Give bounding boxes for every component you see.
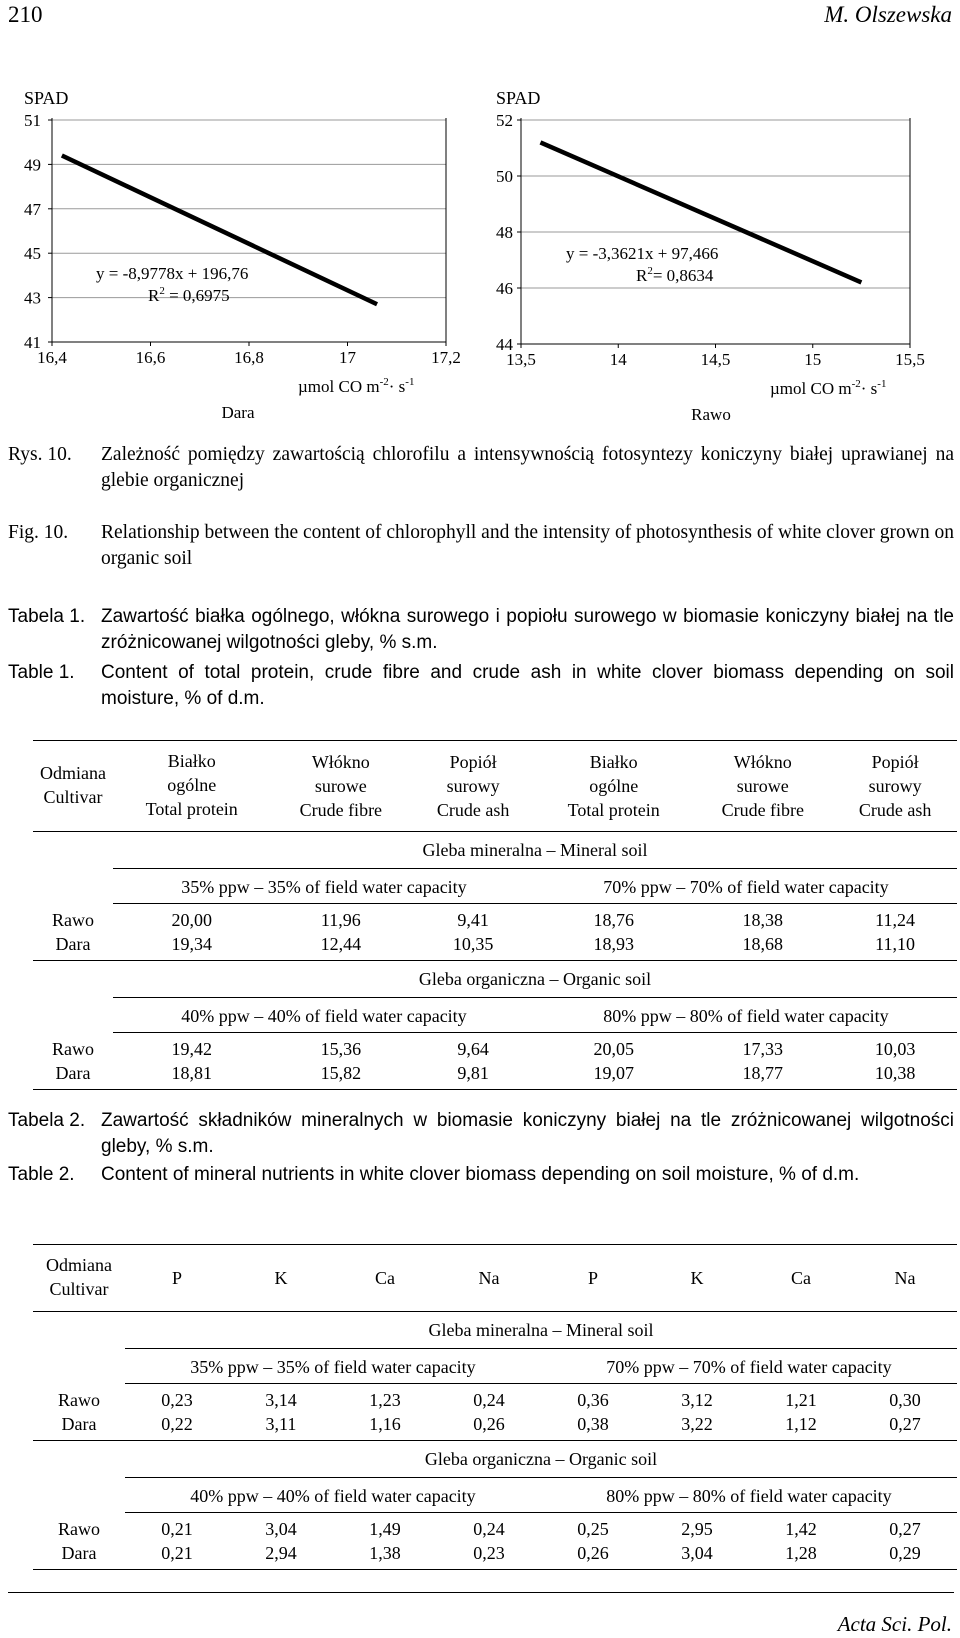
table2-organic-rows	[33, 1513, 957, 1570]
value-cell: 2,95	[681, 1519, 713, 1539]
table2-col-k: K	[274, 1268, 288, 1288]
value-cell: 11,96	[320, 910, 361, 930]
value-cell: 20,00	[171, 910, 212, 930]
x-tick-label: 15	[804, 350, 822, 369]
table1-header-row	[33, 741, 957, 832]
table1-mineral-soil: Gleba mineralna – Mineral soil	[113, 832, 957, 869]
table2-col-k-2: K	[690, 1268, 704, 1288]
table1-organic-left: 40% ppw – 40% of field water capacity	[113, 998, 535, 1033]
x-tick-label: 16,6	[135, 348, 166, 367]
value-cell: 18,38	[742, 910, 784, 930]
value-cell: 10,35	[452, 934, 494, 954]
table-row	[33, 1033, 957, 1062]
y-tick-label: 49	[24, 155, 41, 175]
value-cell: 1,12	[785, 1414, 817, 1434]
table2-label-pl: Tabela 2.	[8, 1110, 86, 1131]
value-cell: 15,82	[320, 1063, 362, 1083]
table1-col-crude-ash: Popiół surowy Crude ash	[436, 752, 510, 820]
table1-mineral-rows	[33, 904, 957, 961]
table2-mineral-left: 35% ppw – 35% of field water capacity	[125, 1349, 541, 1384]
chart-rawo	[478, 82, 956, 432]
y-tick-label: 43	[24, 288, 41, 308]
table2-label-en: Table 2.	[8, 1164, 75, 1185]
value-cell: 18,76	[593, 910, 634, 930]
table-row	[33, 904, 957, 933]
y-tick-label: 47	[24, 199, 41, 219]
table-row	[33, 1061, 957, 1090]
value-cell: 19,07	[593, 1063, 634, 1083]
value-cell: 1,38	[369, 1543, 401, 1563]
value-cell: 3,11	[265, 1414, 297, 1434]
x-tick-label: 15,5	[895, 350, 925, 369]
value-cell: 0,38	[577, 1414, 609, 1434]
table2-col-ca-2: Ca	[790, 1268, 811, 1288]
table1-organic-rows	[33, 1033, 957, 1090]
value-cell: 3,14	[265, 1390, 297, 1410]
journal-name: Acta Sci. Pol.	[837, 1612, 952, 1636]
cultivar-cell: Dara	[55, 934, 91, 954]
value-cell: 19,42	[171, 1039, 212, 1059]
table2-col-na: Na	[478, 1268, 500, 1288]
table-row	[33, 932, 957, 961]
cultivar-cell: Rawo	[58, 1518, 100, 1539]
value-cell: 0,24	[473, 1390, 505, 1410]
value-cell: 0,23	[161, 1390, 193, 1410]
x-tick-label: 17	[339, 348, 356, 367]
y-tick-label: 52	[496, 111, 513, 130]
table1-label-pl: Tabela 1.	[8, 606, 86, 627]
value-cell: 3,22	[681, 1414, 713, 1434]
table1-grid	[33, 740, 957, 1090]
value-cell: 1,23	[369, 1390, 401, 1410]
table2-col-na-2: Na	[894, 1268, 916, 1288]
value-cell: 1,42	[785, 1519, 817, 1539]
x-tick-label: 16,4	[37, 348, 67, 367]
equation-label: y = -8,9778x + 196,76	[96, 264, 249, 283]
value-cell: 0,27	[889, 1414, 921, 1434]
table1-col-crude-ash-2: Popiół surowy Crude ash	[858, 752, 932, 820]
x-axis-label: Rawo	[691, 405, 731, 424]
y-tick-label: 51	[24, 111, 41, 130]
value-cell: 0,27	[889, 1519, 921, 1539]
table2-organic-left: 40% ppw – 40% of field water capacity	[125, 1478, 541, 1513]
value-cell: 9,64	[457, 1039, 489, 1059]
table2-col-p-2: P	[587, 1268, 598, 1288]
value-cell: 10,38	[874, 1063, 916, 1083]
cultivar-cell: Rawo	[52, 1038, 94, 1059]
figure-caption-pl	[8, 442, 954, 494]
table2-cultivar-header: Odmiana Cultivar	[46, 1255, 112, 1299]
table2-organic-right: 80% ppw – 80% of field water capacity	[541, 1478, 957, 1513]
table-row	[33, 1513, 957, 1542]
value-cell: 3,04	[681, 1543, 713, 1563]
table2-mineral-right: 70% ppw – 70% of field water capacity	[541, 1349, 957, 1384]
cultivar-cell: Rawo	[58, 1389, 100, 1410]
table-row	[33, 1541, 957, 1570]
y-tick-label: 46	[496, 279, 513, 298]
running-author: M. Olszewska	[824, 2, 952, 27]
value-cell: 0,21	[161, 1519, 193, 1539]
table1-col-total-protein: Białko ogólne Total protein	[145, 751, 238, 819]
value-cell: 1,49	[369, 1519, 401, 1539]
x-tick-label: 16,8	[234, 348, 264, 367]
page-number: 210	[8, 2, 43, 27]
table2-col-ca: Ca	[374, 1268, 395, 1288]
value-cell: 18,81	[171, 1063, 212, 1083]
value-cell: 18,68	[742, 934, 784, 954]
table2-caption-en	[8, 1162, 954, 1188]
y-tick-label: 44	[496, 335, 513, 354]
value-cell: 11,24	[875, 910, 916, 930]
figure-caption-en	[8, 520, 954, 572]
value-cell: 0,23	[473, 1543, 505, 1563]
table-row	[33, 1384, 957, 1413]
value-cell: 3,12	[681, 1390, 713, 1410]
table2	[33, 1244, 957, 1570]
y-axis-label: SPAD	[496, 88, 541, 108]
x-tick-label: 14	[609, 350, 627, 369]
value-cell: 1,21	[785, 1390, 817, 1410]
y-axis-label: SPAD	[24, 88, 69, 108]
table2-col-p: P	[171, 1268, 182, 1288]
equation-label: y = -3,3621x + 97,466	[566, 244, 719, 263]
table2-text-pl: Zawartość składników mineralnych w biomasie koniczyny białej na tle zróżnicowanej wilgotności gleby, % s.m.	[101, 1110, 954, 1157]
value-cell: 0,22	[161, 1414, 193, 1434]
cultivar-cell: Dara	[55, 1063, 91, 1083]
value-cell: 0,29	[889, 1543, 921, 1563]
value-cell: 0,21	[161, 1543, 193, 1563]
table2-mineral-soil: Gleba mineralna – Mineral soil	[125, 1312, 957, 1349]
value-cell: 1,28	[785, 1543, 817, 1563]
table1-organic-right: 80% ppw – 80% of field water capacity	[535, 998, 957, 1033]
value-cell: 0,26	[473, 1414, 505, 1434]
value-cell: 0,30	[889, 1390, 921, 1410]
value-cell: 20,05	[593, 1039, 634, 1059]
table1-text-pl: Zawartość białka ogólnego, włókna surowego i popiołu surowego w biomasie koniczyny białej na tle zróżnicowanej wilgotności gleby, % s.m.	[101, 606, 954, 653]
cultivar-cell: Dara	[61, 1414, 97, 1434]
value-cell: 18,93	[593, 934, 634, 954]
table2-grid	[33, 1244, 957, 1570]
footer-rule	[8, 1592, 954, 1593]
value-cell: 0,25	[577, 1519, 609, 1539]
table-row	[33, 1412, 957, 1441]
cultivar-cell: Dara	[61, 1543, 97, 1563]
value-cell: 2,94	[265, 1543, 297, 1563]
value-cell: 17,33	[742, 1039, 784, 1059]
table2-header-row	[33, 1245, 957, 1312]
value-cell: 15,36	[320, 1039, 362, 1059]
table1-col-crude-fibre: Włókno surowe Crude fibre	[299, 752, 383, 820]
value-cell: 0,26	[577, 1543, 609, 1563]
figure-text-pl: Zależność pomiędzy zawartością chlorofilu a intensywnością fotosyntezy koniczyny białej uprawianej na glebie organicznej	[101, 444, 954, 491]
y-tick-label: 50	[496, 167, 513, 186]
table1-organic-soil: Gleba organiczna – Organic soil	[113, 961, 957, 998]
table1-caption-en	[8, 660, 954, 712]
table1	[33, 740, 957, 1090]
x-unit-label: µmol CO $m^{-2}\cdot s^{-1}$	[298, 376, 415, 396]
x-unit-label: µmol CO $m^{-2}\cdot s^{-1}$	[770, 378, 887, 398]
table2-caption-pl	[8, 1108, 954, 1160]
table2-organic-soil: Gleba organiczna – Organic soil	[125, 1441, 957, 1478]
table1-label-en: Table 1.	[8, 662, 75, 683]
value-cell: 3,04	[265, 1519, 297, 1539]
y-tick-label: 41	[24, 333, 41, 352]
value-cell: 11,10	[875, 934, 916, 954]
value-cell: 18,77	[742, 1063, 784, 1083]
table1-caption-pl	[8, 604, 954, 656]
table2-mineral-rows	[33, 1384, 957, 1441]
figure-label-en: Fig. 10.	[8, 522, 69, 543]
x-tick-label: 13,5	[506, 350, 536, 369]
r-squared-label: $R^2= 0,8634$	[636, 265, 714, 285]
value-cell: 10,03	[874, 1039, 916, 1059]
figure-label-pl: Rys. 10.	[8, 444, 72, 465]
value-cell: 1,16	[369, 1414, 401, 1434]
value-cell: 9,41	[457, 910, 489, 930]
chart-dara	[8, 82, 470, 432]
table1-mineral-right: 70% ppw – 70% of field water capacity	[535, 869, 957, 904]
y-tick-label: 48	[496, 223, 513, 242]
table1-col-total-protein-2: Białko ogólne Total protein	[567, 752, 660, 820]
value-cell: 19,34	[171, 934, 212, 954]
r-squared-label: $R^2 = 0,6975$	[148, 285, 230, 305]
figure-text-en: Relationship between the content of chlorophyll and the intensity of photosynthesis of white clover grown on organic soil	[101, 522, 954, 569]
value-cell: 9,81	[457, 1063, 489, 1083]
x-axis-label: Dara	[221, 403, 255, 422]
table1-text-en: Content of total protein, crude fibre and crude ash in white clover biomass depending on soil moisture, % of d.m.	[101, 662, 954, 709]
x-tick-label: 14,5	[700, 350, 731, 369]
y-tick-label: 45	[24, 244, 41, 264]
table2-text-en: Content of mineral nutrients in white clover biomass depending on soil moisture, % of d.m.	[101, 1164, 860, 1185]
table1-col-crude-fibre-2: Włókno surowe Crude fibre	[721, 752, 805, 820]
value-cell: 0,36	[577, 1390, 609, 1410]
table1-cultivar-header: Odmiana Cultivar	[40, 763, 106, 807]
x-tick-label: 17,2	[431, 348, 461, 367]
table1-mineral-left: 35% ppw – 35% of field water capacity	[113, 869, 535, 904]
cultivar-cell: Rawo	[52, 909, 94, 930]
value-cell: 12,44	[320, 934, 362, 954]
value-cell: 0,24	[473, 1519, 505, 1539]
